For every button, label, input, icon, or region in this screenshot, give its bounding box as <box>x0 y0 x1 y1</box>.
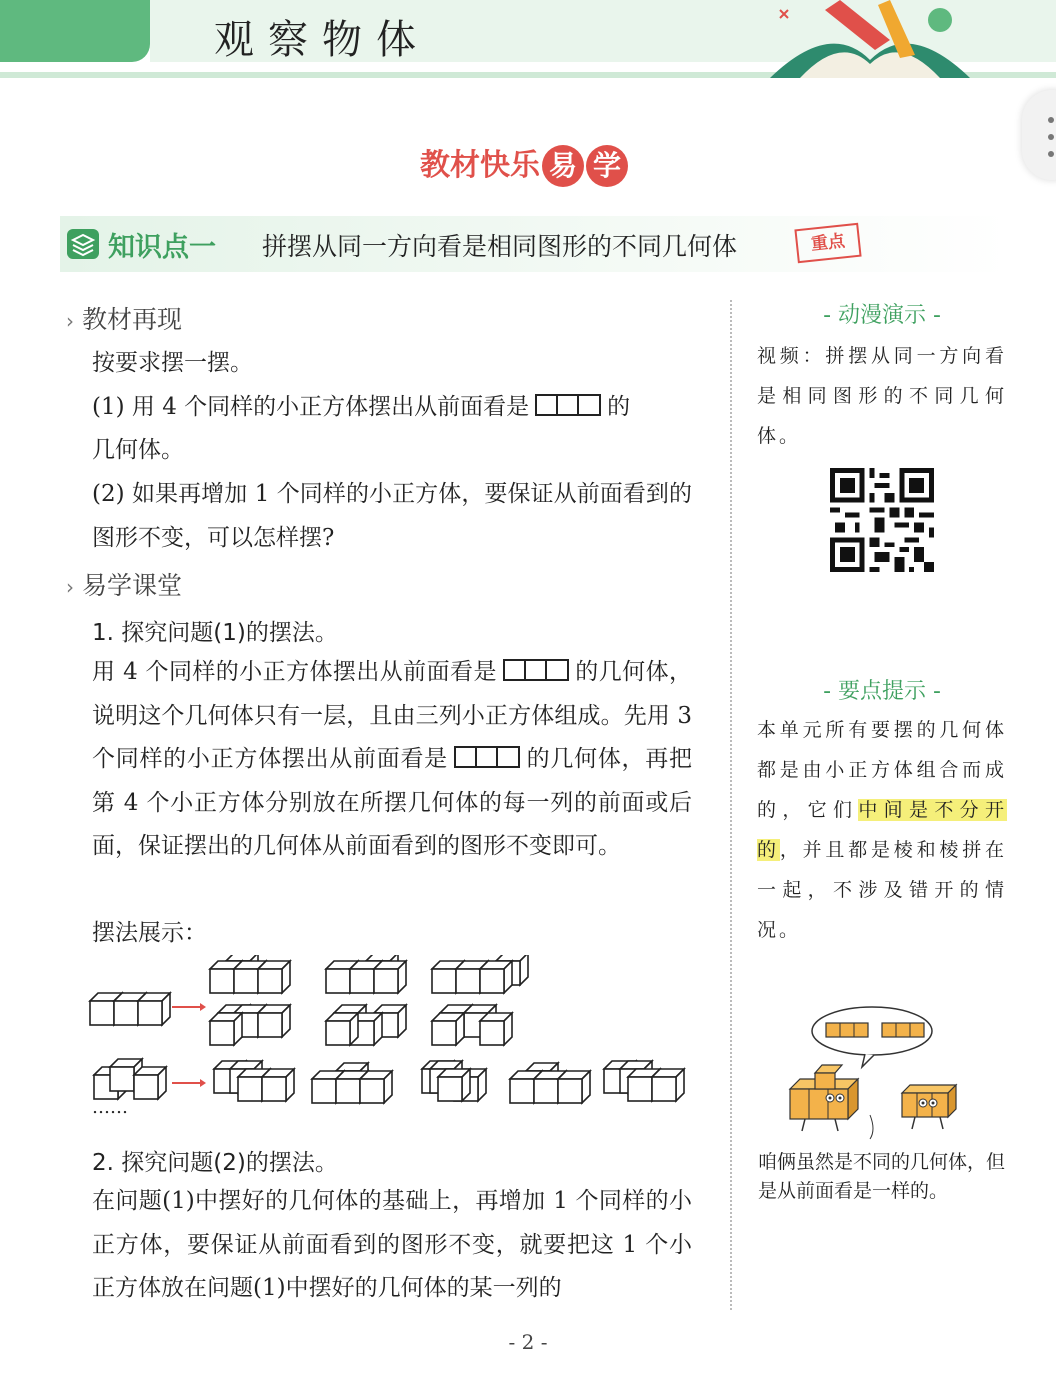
textbook-heading: › 教材再现 <box>66 305 183 334</box>
cube-group <box>214 1061 294 1101</box>
chevron-right-icon: › <box>66 575 74 599</box>
question-1-line-2: 几何体。 <box>92 437 184 463</box>
cube-group <box>604 1061 684 1101</box>
cube-group <box>90 993 170 1025</box>
arrow-right-icon <box>172 1079 206 1087</box>
tips-text: 本单元所有要摆的几何体都是由小正方体组合而成的，它们中间是不分开的，并且都是棱和棱拼在一起，不涉及错开的情况。 <box>757 719 1007 941</box>
question-1: (1) 用 4 个同样的小正方体摆出从前面看是 的 <box>92 394 631 420</box>
cube-group <box>432 955 528 993</box>
highlighted-text: 中间是不分开的 <box>757 799 1007 861</box>
animation-heading: - 动漫演示 - <box>823 303 941 328</box>
three-squares-icon <box>503 659 569 681</box>
layers-icon <box>66 228 100 260</box>
step-1-title: 1. 探究问题(1)的摆法。 <box>92 620 338 646</box>
show-label: 摆法展示： <box>92 920 207 946</box>
page-number: - 2 - <box>508 1330 548 1354</box>
animation-text: 视频：拼摆从同一方向看是相同图形的不同几何体。 <box>757 345 1007 447</box>
classroom-heading: › 易学课堂 <box>66 571 183 600</box>
book-illustration-icon <box>740 0 1000 78</box>
header-tab <box>0 0 150 62</box>
cube-group <box>210 955 290 993</box>
cube-group <box>312 1063 392 1103</box>
banner-prefix: 教材快乐 <box>420 148 540 183</box>
ellipsis: …… <box>92 1097 128 1118</box>
cube-group <box>326 955 406 993</box>
knowledge-point-title: 拼摆从同一方向看是相同图形的不同几何体 <box>262 232 738 261</box>
cube-arrangements-figure <box>86 955 726 1115</box>
question-2: (2) 如果再增加 1 个同样的小正方体，要保证从前面看到的图形不变，可以怎样摆? <box>92 481 692 551</box>
banner-circle: 易 <box>542 145 584 187</box>
key-point-badge: 重点 <box>794 223 861 264</box>
explanation-paragraph: 用 4 个同样的小正方体摆出从前面看是 的几何体，说明这个几何体只有一层，且由三列小正方体组成。先用 3 个同样的小正方体摆出从前面看是 的几何体，再把第 4 个小正方体分别放在所摆几何体的每一列的前面或后面，保证摆出的几何体从前面看到的图形不变即可。 <box>92 659 693 859</box>
column-divider <box>730 300 732 1310</box>
cube-group <box>94 1059 166 1099</box>
chapter-title: 观察物体 <box>214 17 430 63</box>
cartoon-caption: 咱俩虽然是不同的几何体，但是从前面看是一样的。 <box>758 1151 1006 1202</box>
chevron-right-icon: › <box>66 309 74 333</box>
cube-group <box>422 1061 486 1101</box>
textbook-intro: 按要求摆一摆。 <box>92 350 253 376</box>
section-banner <box>420 140 628 187</box>
cube-characters-illustration <box>760 1005 1010 1140</box>
cube-group <box>326 1005 406 1045</box>
cube-group <box>432 1005 512 1045</box>
three-squares-icon <box>535 394 601 416</box>
three-squares-icon <box>454 746 520 768</box>
step-2-title: 2. 探究问题(2)的摆法。 <box>92 1150 338 1176</box>
knowledge-point-label: 知识点一 <box>108 232 216 263</box>
more-dots-icon[interactable] <box>1046 112 1056 162</box>
cube-group <box>210 1005 290 1045</box>
qr-code-icon[interactable] <box>830 468 934 572</box>
arrow-right-icon <box>172 1003 206 1011</box>
banner-circle: 学 <box>586 145 628 187</box>
cube-group <box>510 1063 590 1103</box>
tips-heading: - 要点提示 - <box>823 679 941 704</box>
explanation-paragraph-2: 在问题(1)中摆好的几何体的基础上，再增加 1 个同样的小正方体，要保证从前面看到的图形不变，就要把这 1 个小正方体放在问题(1)中摆好的几何体的某一列的 <box>92 1188 692 1301</box>
